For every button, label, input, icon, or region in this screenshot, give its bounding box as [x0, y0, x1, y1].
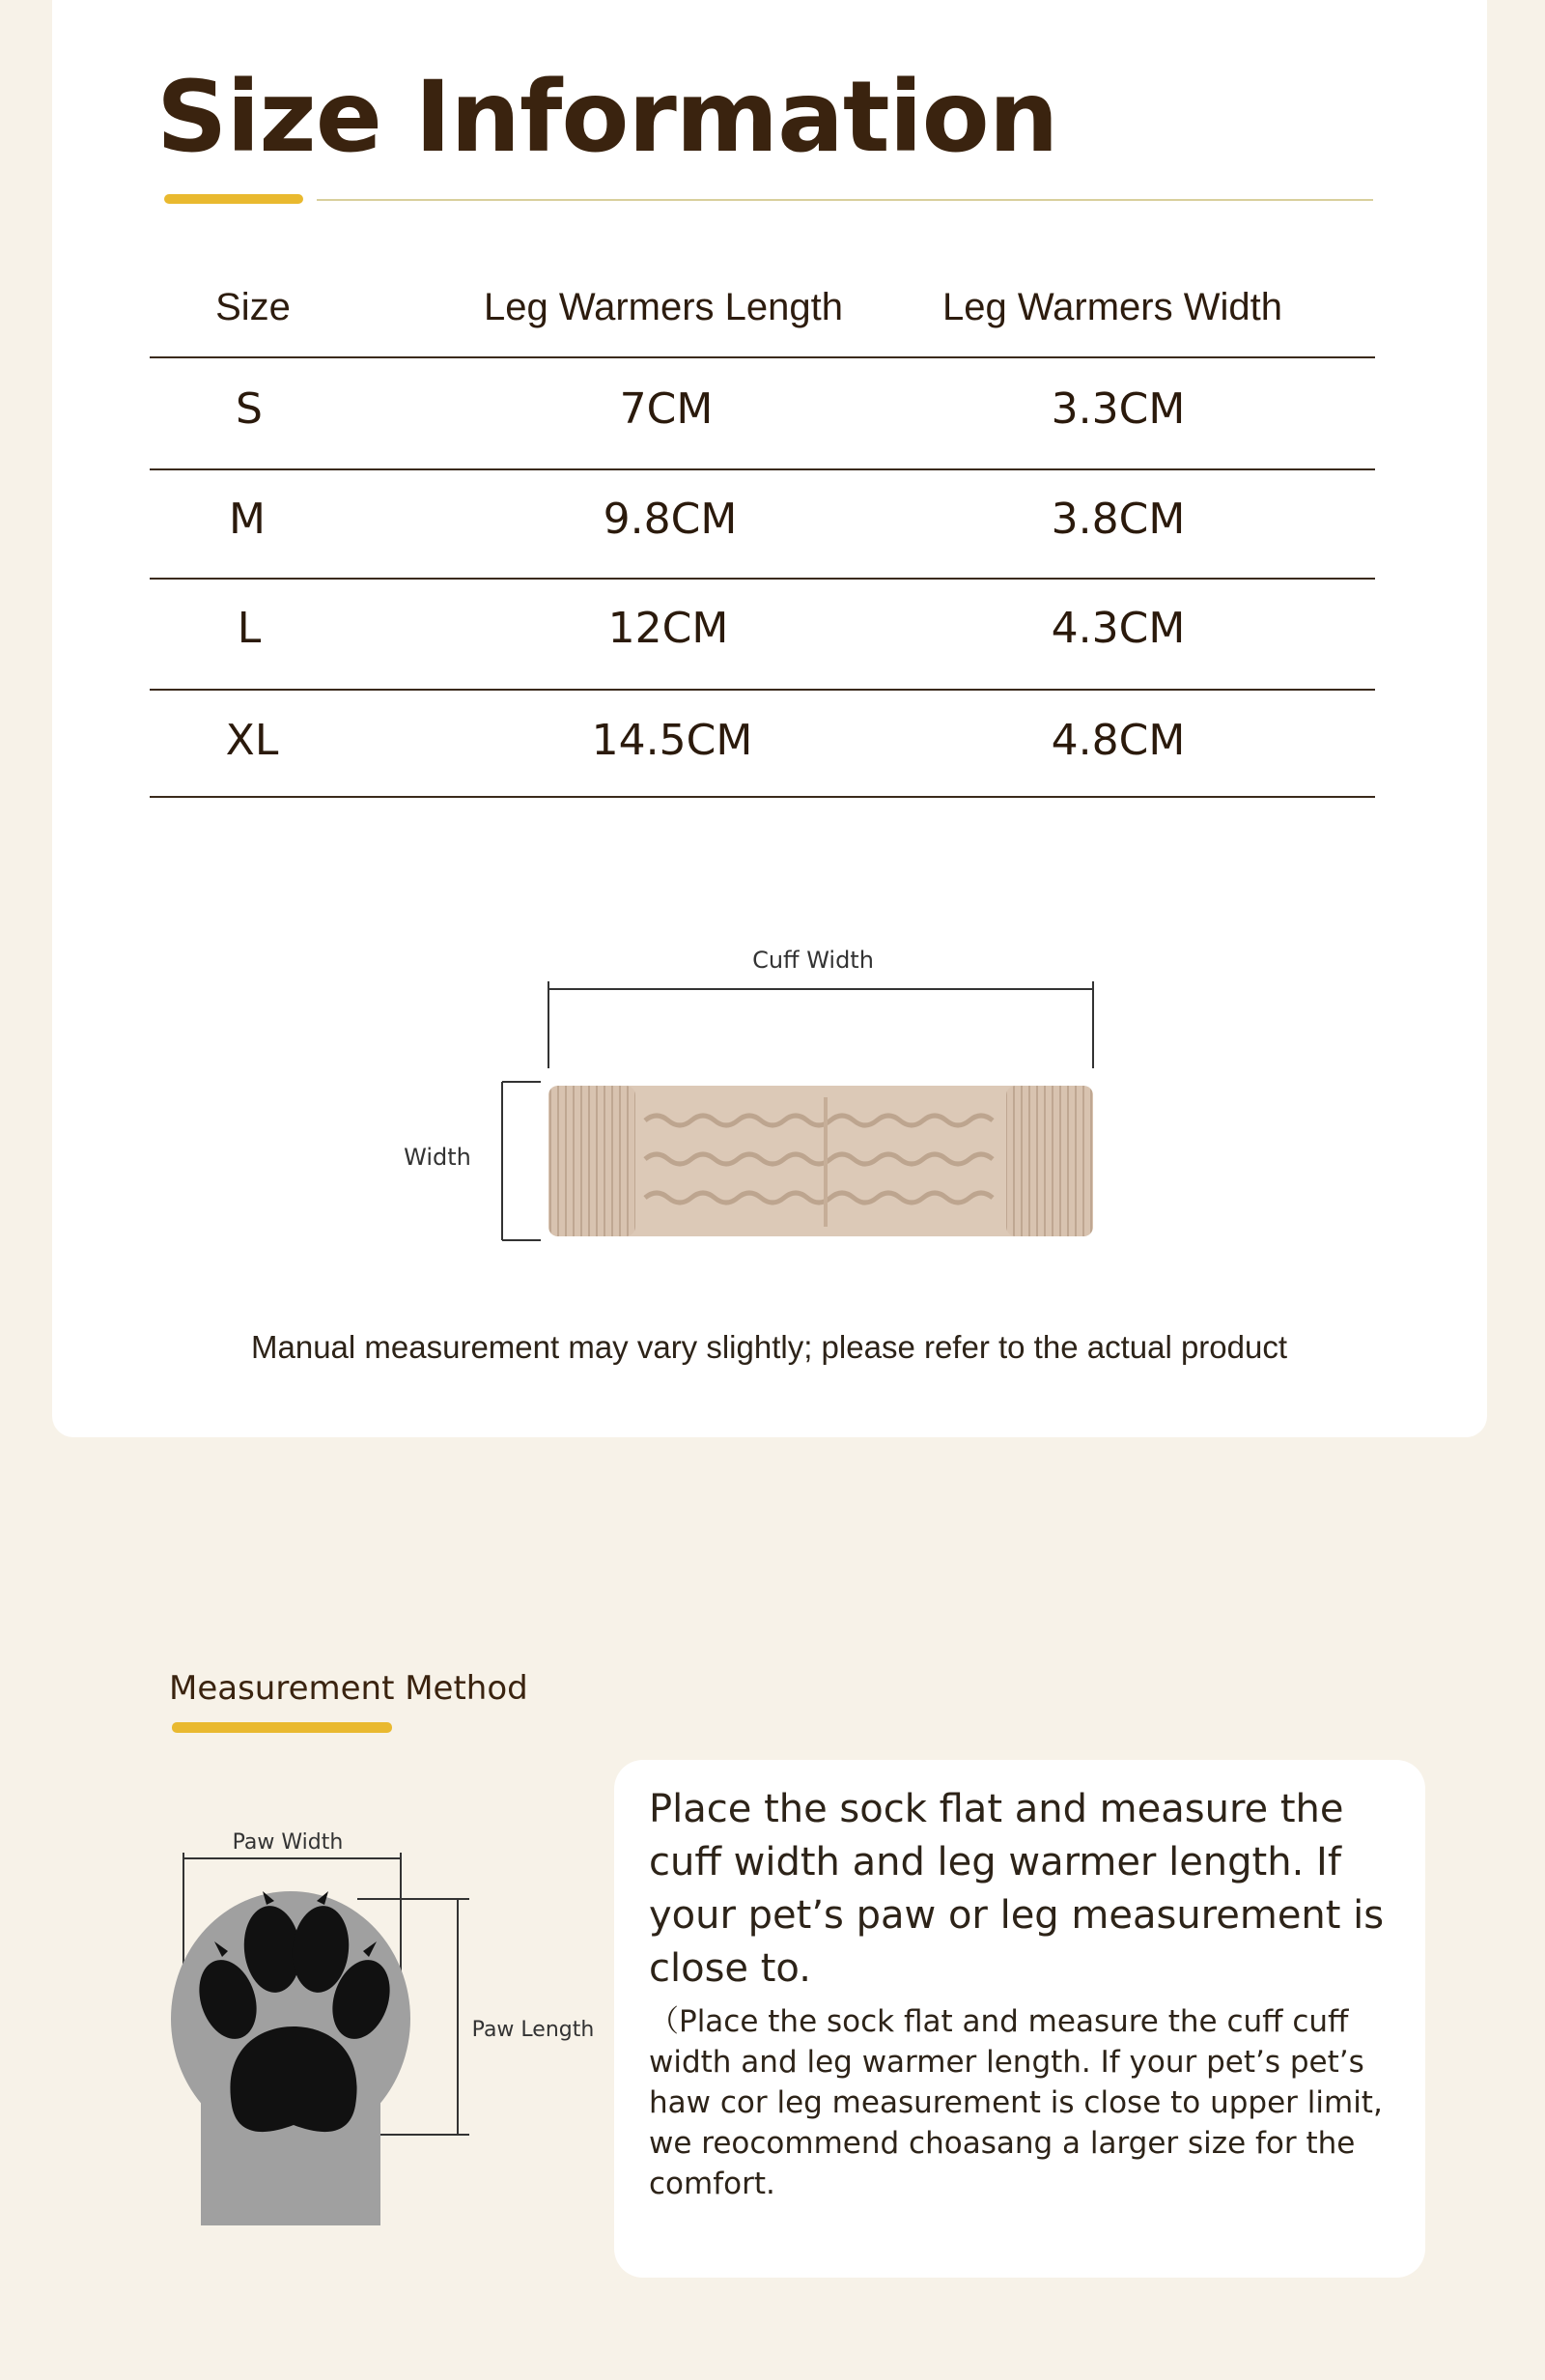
title-accent-bar [164, 194, 303, 204]
table-cell-length: 7CM [619, 384, 714, 434]
table-rule [150, 578, 1375, 580]
table-cell-length: 14.5CM [591, 716, 753, 765]
table-cell-width: 4.8CM [1051, 716, 1186, 765]
table-cell-length: 9.8CM [603, 495, 738, 544]
description-main: Place the sock flat and measure the cuff width and leg warmer length. If your pet’s paw or leg measurement is close to. [649, 1787, 1385, 1991]
leg-warmer-diagram [377, 927, 1149, 1256]
section-accent-bar [172, 1722, 392, 1733]
table-cell-size: L [237, 604, 262, 653]
table-cell-size: M [229, 495, 266, 544]
paw-print-icon [164, 1816, 618, 2241]
table-rule [150, 689, 1375, 691]
table-header-length: Leg Warmers Length [483, 286, 844, 328]
paw-length-label: Paw Length [471, 2018, 595, 2042]
table-rule [150, 796, 1375, 798]
table-cell-width: 4.3CM [1051, 604, 1186, 653]
table-cell-size: S [236, 384, 263, 434]
table-cell-width: 3.3CM [1051, 384, 1186, 434]
section-title: Measurement Method [169, 1669, 528, 1708]
cuff-width-label: Cuff Width [752, 947, 874, 974]
table-cell-size: XL [225, 716, 279, 765]
width-label: Width [404, 1144, 471, 1171]
table-header-width: Leg Warmers Width [942, 286, 1282, 328]
leg-warmer-illustration [377, 927, 1149, 1256]
table-cell-length: 12CM [607, 604, 729, 653]
table-header-size: Size [215, 286, 291, 328]
paw-diagram [164, 1816, 618, 2241]
table-rule [150, 356, 1375, 358]
table-cell-width: 3.8CM [1051, 495, 1186, 544]
paw-width-label: Paw Width [232, 1830, 344, 1855]
description-sub: （Place the sock flat and measure the cuff cuff width and leg warmer length. If your pet’s pet’s haw cor leg measurement is close to upper limit, we reocommend choasang a larger size for the comfort. [649, 2004, 1383, 2201]
page-title: Size Information [156, 60, 1058, 175]
measurement-note: Manual measurement may vary slightly; please refer to the actual product [251, 1329, 1288, 1365]
table-rule [150, 468, 1375, 470]
title-divider [317, 199, 1373, 201]
